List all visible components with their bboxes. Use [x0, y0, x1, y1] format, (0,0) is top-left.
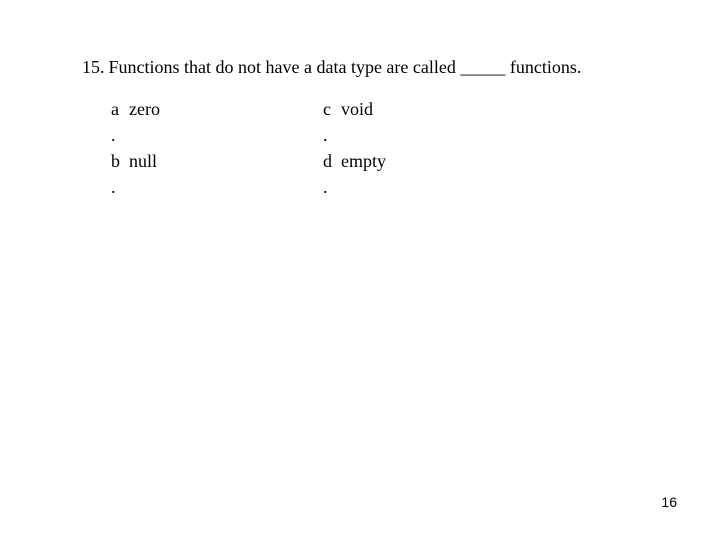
option-d-text: empty: [341, 151, 386, 171]
option-b: [111, 148, 157, 200]
option-b-letter: b: [111, 151, 120, 171]
option-c-dot: .: [323, 125, 328, 145]
option-a-letter: a: [111, 99, 119, 119]
option-d: [323, 148, 386, 200]
option-c: [323, 96, 373, 148]
option-d-dot: .: [323, 177, 328, 197]
option-a-dot: .: [111, 125, 116, 145]
question-text: [82, 57, 581, 78]
option-c-text: void: [341, 99, 374, 119]
option-c-letter: c: [323, 99, 331, 119]
option-b-text: null: [129, 151, 158, 171]
option-a-text: zero: [129, 99, 160, 119]
option-b-dot: .: [111, 177, 116, 197]
question-body: Functions that do not have a data type are called _____ functions.: [108, 57, 582, 77]
option-a: [111, 96, 160, 148]
option-d-letter: d: [323, 151, 332, 171]
page-number: 16: [661, 494, 677, 510]
question-number: 15.: [82, 57, 105, 77]
